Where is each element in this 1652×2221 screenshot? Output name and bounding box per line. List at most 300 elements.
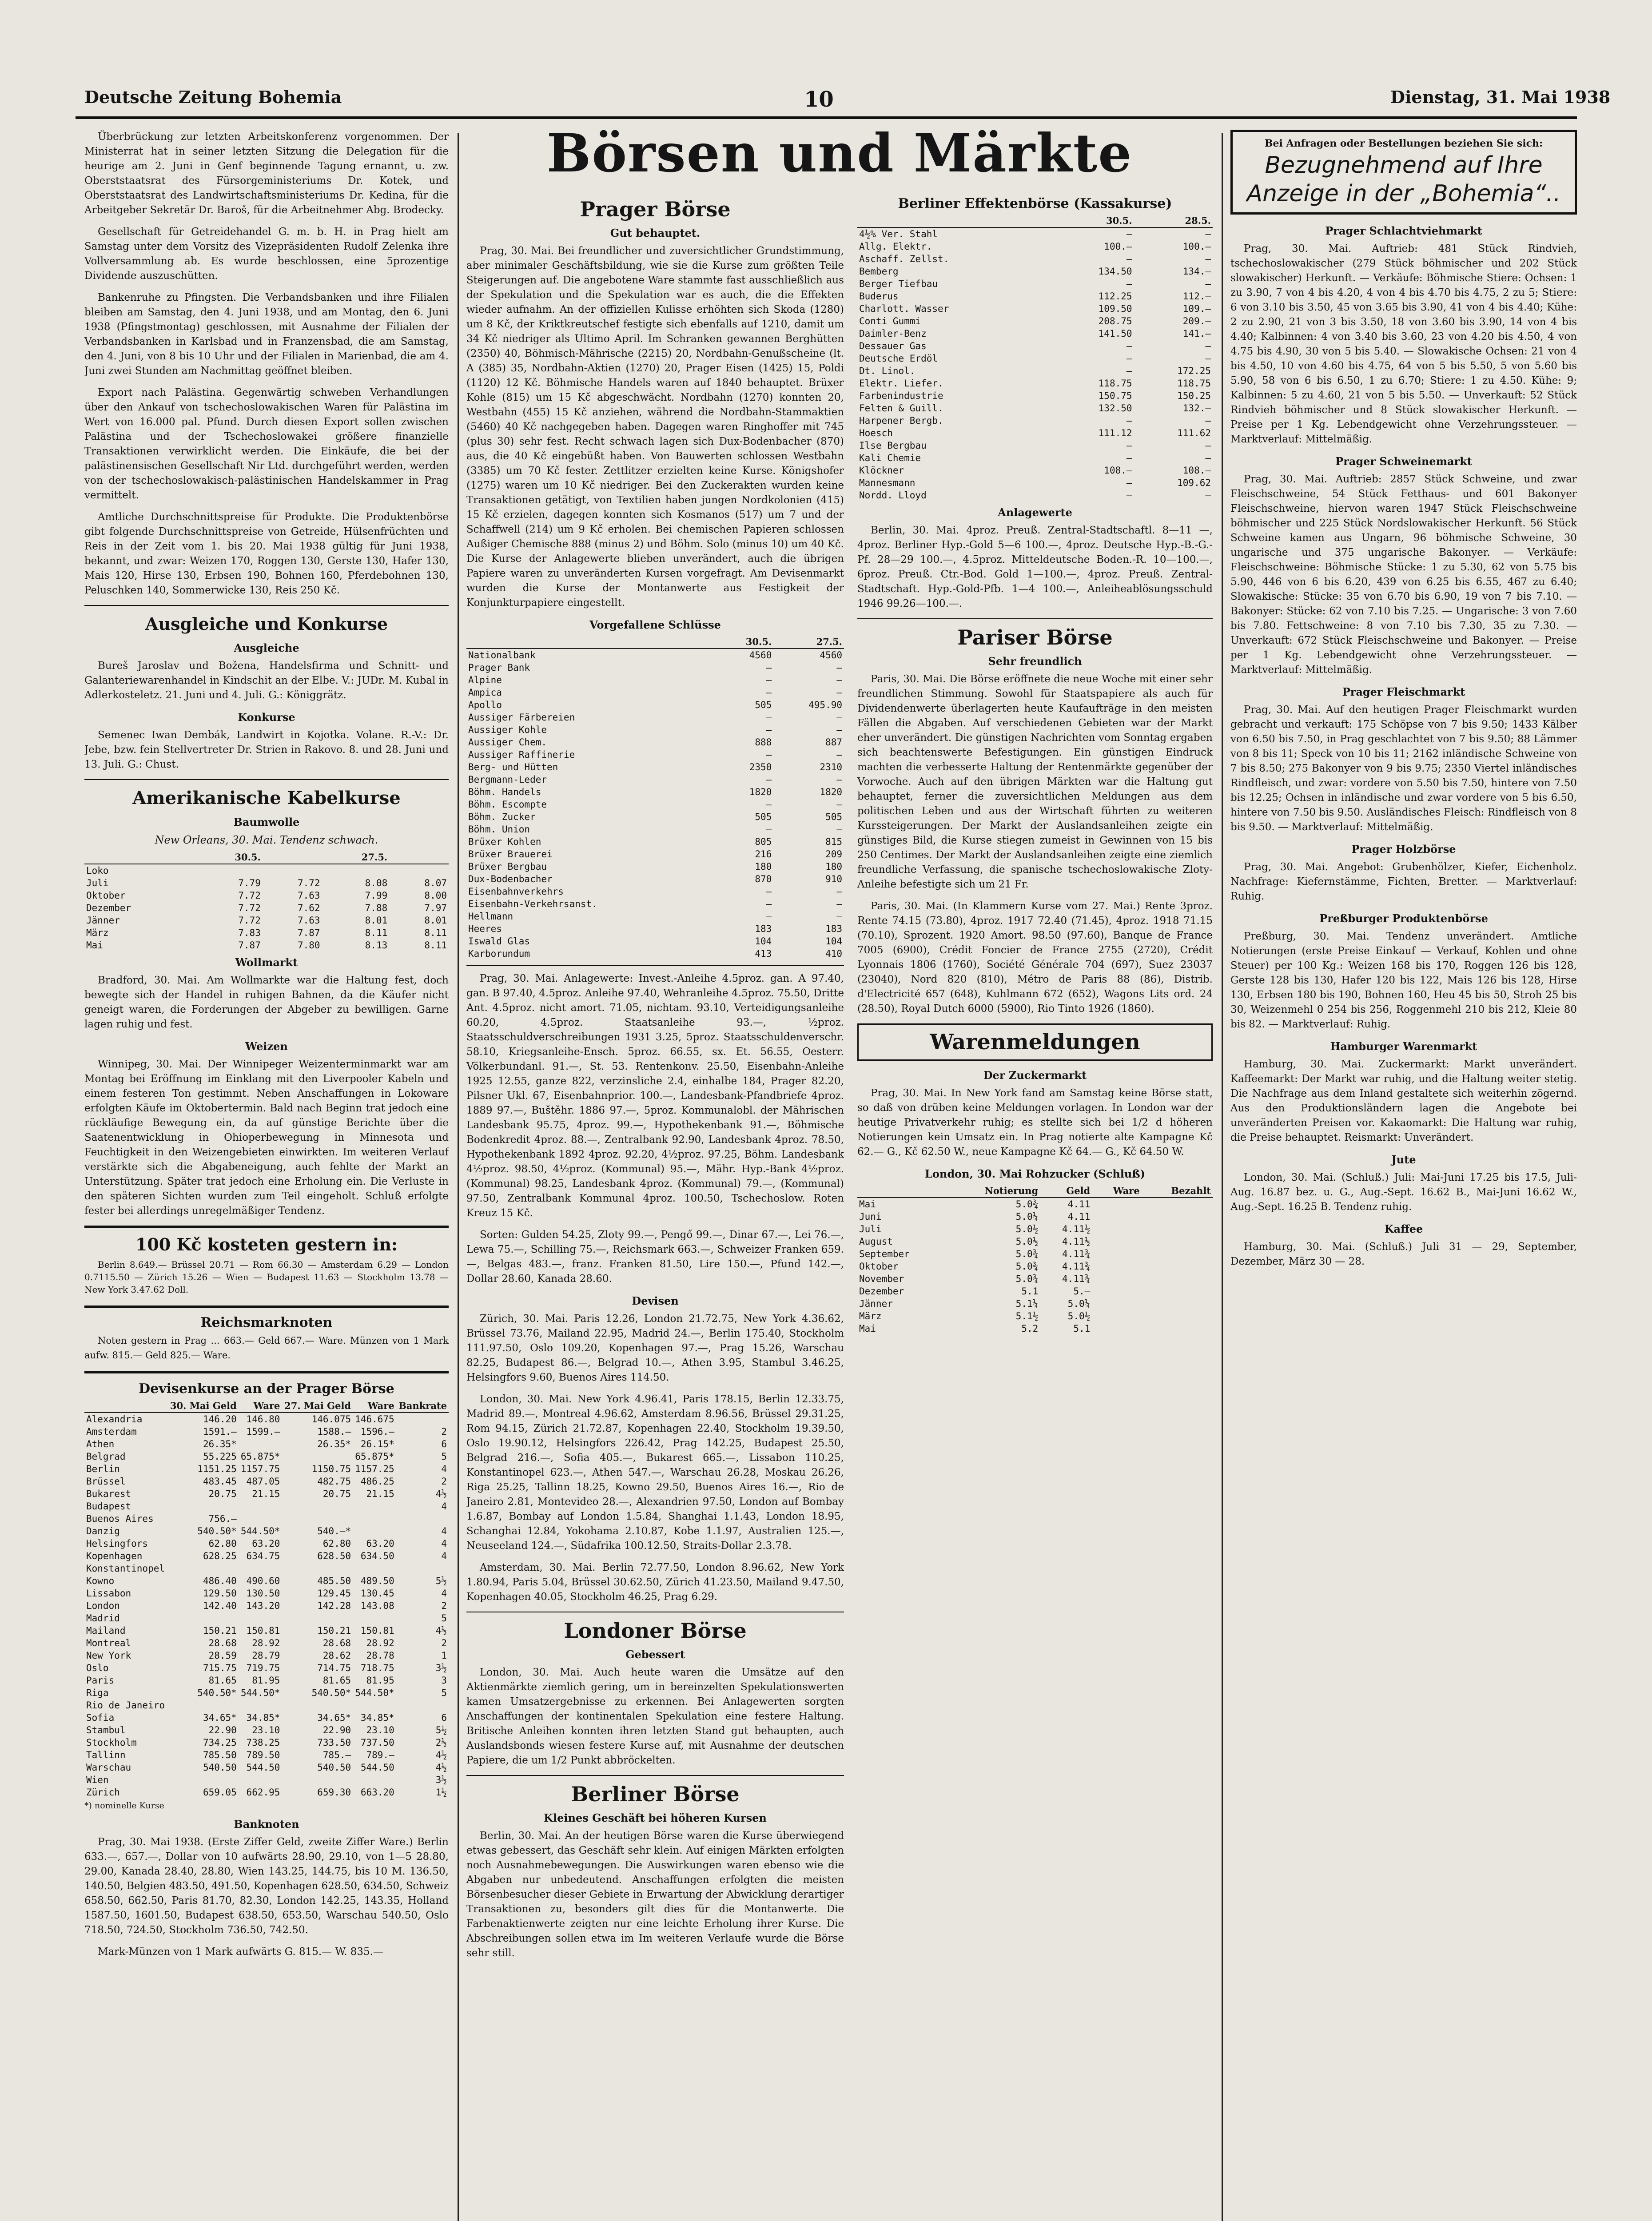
table-cell: Berlin — [86, 1464, 120, 1474]
table-cell: 111.62 — [1177, 428, 1211, 438]
table-cell: Farbenindustrie — [859, 390, 943, 401]
table-row — [84, 1786, 449, 1799]
table-cell: Geld — [1040, 1185, 1092, 1198]
table-cell — [282, 1513, 353, 1525]
table-cell: Brüxer Kohlen — [468, 836, 541, 847]
subheading: Banknoten — [234, 1818, 299, 1831]
table-cell — [1092, 1310, 1141, 1322]
table-cell: — — [766, 824, 772, 835]
table-cell: Klöckner — [859, 465, 904, 476]
subheading: Kleines Geschäft bei höheren Kursen — [544, 1811, 767, 1824]
table-row — [84, 1475, 449, 1488]
table-cell: Aussiger Chem. — [468, 737, 547, 748]
article-paragraph: London, 30. Mai. New York 4.96.41, Paris 178.15, Berlin 12.33.75, Madrid 89.—, Montreal 4.96.62, Amsterdam 8.96.56, Brüssel 29.31.25, Rom 94.15, Zürich 21.72.87, Kopenhagen 22.40, Stockholm 19.39.50, Oslo 19.90.12, Helsingfors 226.42, Prag 142.25, Budapest 25.50, Belgrad 216.—, Sofia 405.—, Bukarest 665.—, Lissabon 110.25, Konstantinopel 623.—, Athen 547.—, Warschau 26.28, Moskau 26.26, Riga 25.25, Tallinn 18.25, Kowno 29.50, Buenos Aires 16.—, Rio de Janeiro 2.81, Montevideo 28.—, Alexandrien 97.50, London auf Bombay 1.6.87, Bombay auf London 1.5.84, Shanghai 1.1.43, London 18.95, Schanghai 12.84, Yokohama 2.10.87, Kobe 1.1.97, Australien 125.—, Neuseeland 124.—, Südafrika 100.12.50, Straits-Dollar 2.3.78. — [466, 1393, 844, 1552]
table-cell: 7.72 — [297, 878, 320, 888]
table-cell — [1142, 1273, 1213, 1285]
table-cell: 150.21 — [317, 1625, 351, 1636]
sugar-table — [857, 1185, 1213, 1335]
table-cell: 1½ — [435, 1787, 447, 1798]
table-cell: 65.875* — [240, 1451, 280, 1462]
table-cell: 146.80 — [246, 1414, 280, 1425]
section-heading: 100 Kč kosteten gestern in: — [135, 1234, 398, 1254]
table-cell — [239, 1774, 282, 1786]
table-row — [857, 1285, 1213, 1298]
table-cell: 81.65 — [322, 1675, 351, 1686]
table-cell: 81.95 — [252, 1675, 280, 1686]
table-cell: 887 — [825, 737, 842, 748]
table-cell: 5.0¾ — [1015, 1274, 1039, 1284]
table-cell: Mai — [86, 940, 103, 951]
article-paragraph: Prag, 30. Mai 1938. (Erste Ziffer Geld, zweite Ziffer Ware.) Berlin 633.—, 657.—, Dollar von 10 aufwärts 28.90, 29.10, von 1—5 28.80, 29.00, Kanada 28.40, 28.80, Wien 143.25, 144.75, bis 10 M. 136.50, 140.50, Belgien 483.50, 491.50, Kopenhagen 628.50, 634.50, Schweiz 658.50, 662.50, Paris 81.70, 82.30, London 142.25, 143.35, Holland 1587.50, 1601.50, Budapest 638.50, 653.50, Warschau 540.50, Oslo 718.50, 724.50, Stockholm 736.50, 742.50. — [84, 1836, 449, 1936]
table-cell: Lissabon — [86, 1588, 131, 1599]
article-paragraph: Paris, 30. Mai. Die Börse eröffnete die neue Woche mit einer sehr freundlichen Stimmung. Sowohl für Staatspapiere als auch für Dividendenwerte überlagerten heute Kaufaufträge in den meisten Fällen die Abgaben. Auf verschiedenen Gebieten war der Markt eher unverändert. Die günstigen Nachrichten vom Sonntag ergaben sich beachtenswerte Befestigungen. Ein günstigen Eindruck machten die verbesserte Haltung der Rentenmärkte gegenüber der Vorwoche. Auch auf den übrigen Märkten war die Haltung gut behauptet, ferner die zuversichtlichen Meldungen aus dem politischen Leben und aus der Wirtschaft führten zu weiteren Kurssteigerungen. Der Markt der Auslandsanleihen zeigte ein günstiges Bild, die Kurse stiegen zumeist in Gewinnen von 15 bis 250 Centimes. Der Markt der Auslandsanleihen zeigte eine ziemlich freundliche Verfassung, die spanische tschechoslowakische Zloty-Anleihe befestigte sich um 21 Fr. — [857, 673, 1213, 890]
table-cell: 129.45 — [317, 1588, 351, 1599]
table-cell: 28.5. — [1134, 215, 1213, 227]
page-number: 10 — [804, 87, 834, 112]
table-cell: — — [1205, 440, 1211, 451]
table-cell — [1142, 1285, 1213, 1298]
table-cell — [1092, 1248, 1141, 1260]
masthead-block — [466, 124, 1213, 185]
table-row — [857, 1210, 1213, 1223]
table-cell: — — [1205, 453, 1211, 463]
table-cell: Ware — [1092, 1185, 1141, 1198]
table-cell: 146.675 — [355, 1414, 394, 1425]
table-cell: 505 — [825, 812, 842, 822]
table-cell: — — [1205, 341, 1211, 351]
table-cell: Alpine — [468, 675, 502, 685]
table-cell: 8.11 — [365, 927, 388, 938]
table-row — [857, 452, 1213, 464]
subheading: Gebessert — [625, 1648, 685, 1661]
table-cell: 1151.25 — [197, 1464, 237, 1474]
table-cell: 143.08 — [360, 1600, 394, 1611]
table-cell — [167, 1562, 239, 1575]
table-cell: 756.— — [208, 1513, 237, 1524]
divider — [857, 618, 1213, 619]
table-cell: Danzig — [86, 1526, 120, 1536]
table-cell: — — [766, 749, 772, 760]
table-cell — [239, 1438, 282, 1450]
table-row — [466, 786, 844, 798]
table-cell: Heeres — [468, 923, 502, 934]
table-cell: 63.20 — [366, 1538, 394, 1549]
table-cell: — — [836, 799, 842, 810]
table-row — [857, 1198, 1213, 1210]
table-cell: Dezember — [859, 1286, 904, 1297]
table-cell: 27.5. — [773, 636, 844, 649]
table-cell: 3½ — [435, 1775, 447, 1785]
table-cell — [1092, 1260, 1141, 1273]
table-row — [84, 1525, 449, 1537]
table-cell — [1142, 1310, 1213, 1322]
table-cell: 490.60 — [246, 1576, 280, 1586]
table-cell: 2 — [441, 1426, 447, 1437]
table-row — [857, 365, 1213, 377]
article-paragraph: Bankenruhe zu Pfingsten. Die Verbandsbanken und ihre Filialen bleiben am Samstag, den 4. Juni 1938, und am Montag, den 6. Juni 1938 (Pfingstmontag) geschlossen, mit Ausnahme der Filialen der Verbandsbanken in Karlsbad und in Franzensbad, die am Samstag, den 4. Juni, von 8 bis 10 Uhr und der Filialen in Marienbad, die am 4. Juni zwei Stunden am Nachmittag geöffnet bleiben. — [84, 292, 449, 377]
table-cell: 112.— — [1182, 291, 1211, 302]
table-cell: Charlott. Wasser — [859, 303, 949, 314]
table-cell: — — [836, 824, 842, 835]
table-cell — [396, 1562, 449, 1575]
table-cell: 209.— — [1182, 316, 1211, 326]
table-cell: Prager Bank — [468, 662, 530, 673]
table-cell: 30. Mai Geld — [167, 1400, 239, 1413]
table-cell: 65.875* — [355, 1451, 394, 1462]
table-row — [84, 914, 449, 927]
subheading: Jute — [1391, 1153, 1416, 1166]
subheading: Der Zuckermarkt — [983, 1069, 1087, 1082]
table-header-row — [857, 1185, 1213, 1198]
article-paragraph: Prag, 30. Mai. Auftrieb: 2857 Stück Schweine, und zwar Fleischschweine, 54 Stück Fetthaus- und 601 Bakonyer Fleischschweine, hiervon waren 1947 Stück Fleischschweine böhmischer und 225 Stück Nordslowakischer Herkunft. 56 Stück Schweine kamen aus Ungarn, 96 böhmische Schweine, 30 ungarische und 375 ungarische Bakonyer. — Verkäufe: Fleischschweine: Böhmische Stücke: 1 zu 5.30, 62 von 5.75 bis 5.90, 446 von 6 bis 6.20, 439 von 6.25 bis 6.55, 467 zu 6.40; Slowakische: Stücke: 35 von 6.70 bis 6.90, 19 von 7 bis 7.10. — Bakonyer: Stücke: 62 von 7.10 bis 7.25. — Ungarische: 3 von 7.60 bis 7.80. Fettschweine: 8 von 7.10 bis 7.30, 35 zu 7.30. — Unverkauft: 672 Stück Fleischschweine und Bakonyer. — Preise per 1 Kg. Lebendgewicht ohne Verzehrungssteuer. — Marktverlauf: Mittelmäßig. — [1230, 474, 1577, 676]
subheading: Baumwolle — [233, 816, 300, 828]
table-cell: 505 — [755, 812, 772, 822]
table-cell: 628.50 — [317, 1551, 351, 1561]
table-cell: August — [859, 1236, 893, 1247]
table-cell: — — [836, 712, 842, 723]
table-cell — [396, 1413, 449, 1425]
article-paragraph: Bradford, 30. Mai. Am Wollmarkte war die Haltung fest, doch bewegte sich der Handel in ruhigen Bahnen, da die Käufer nicht geneigt waren, die Forderungen der Abgeber zu bewilligen. Garne lagen ruhig und fest. — [84, 975, 449, 1030]
table-cell: 146.075 — [311, 1414, 351, 1425]
table-cell: 485.50 — [317, 1576, 351, 1586]
table-cell: 23.10 — [252, 1725, 280, 1735]
table-row — [466, 898, 844, 910]
table-row — [466, 699, 844, 711]
table-cell: Daimler-Benz — [859, 328, 927, 339]
table-row — [857, 265, 1213, 278]
table-cell: Ware — [353, 1400, 396, 1413]
table-cell — [239, 1699, 282, 1712]
table-cell: Brüxer Bergbau — [468, 861, 547, 872]
table-cell: — — [1126, 341, 1132, 351]
table-row — [84, 1687, 449, 1699]
table-cell: Buderus — [859, 291, 899, 302]
table-header-row — [466, 636, 844, 649]
table-cell: 487.05 — [246, 1476, 280, 1487]
table-cell: 5.2 — [1021, 1323, 1039, 1334]
table-cell: Harpener Bergb. — [859, 415, 943, 426]
table-cell: Böhm. Zucker — [468, 812, 536, 822]
table-cell: 544.50* — [240, 1526, 280, 1536]
table-row — [466, 811, 844, 823]
table-cell — [1092, 1322, 1141, 1335]
table-cell: — — [1205, 415, 1211, 426]
table-cell: 7.87 — [238, 940, 261, 951]
table-cell: 180 — [825, 861, 842, 872]
table-cell — [322, 864, 390, 877]
table-cell: 663.20 — [360, 1787, 394, 1798]
table-row — [466, 724, 844, 736]
table-cell: 7.63 — [297, 890, 320, 901]
table-cell: Conti Gummi — [859, 316, 921, 326]
table-cell: 2½ — [435, 1737, 447, 1748]
column-rule — [1222, 133, 1223, 2221]
article-paragraph: Hamburg, 30. Mai. Zuckermarkt: Markt unverändert. Kaffeemarkt: Der Markt war ruhig, und die Haltung weiter stetig. Die Nachfrage aus dem Inland gestaltete sich weiterhin zögernd. Aus den Produktionsländern lagen die Angebote bei unveränderten Preisen vor. Kakaomarkt: Die Haltung war ruhig, die Preise behauptet. Reismarkt: Unverändert. — [1230, 1059, 1577, 1143]
table-cell: 5 — [441, 1451, 447, 1462]
table-cell: — — [836, 675, 842, 685]
table-row — [857, 489, 1213, 502]
table-cell: 28.79 — [252, 1650, 280, 1661]
table-row — [857, 340, 1213, 352]
article-paragraph: Prag, 30. Mai. Auf den heutigen Prager Fleischmarkt wurden gebracht und verkauft: 175 Schöpse von 7 bis 9.50; 1433 Kälber von 6.50 bis 7.50, in Prag geschlachtet von 7 bis 9.50; 88 Lämmer von 8 bis 11; Speck von 10 bis 11; 2162 inländische Schweine von 7 bis 8.50; 275 Bakonyer von 9 bis 9.75; 2350 Viertel inländisches Rindfleisch, und zwar: vordere von 5.50 bis 7.50, hintere von 7.50 bis 12.25; Ochsen in inländische und zwar vordere von 5 bis 6.50, hintere von 7.50 bis 9.50. Ausländisches Fleisch: Rindfleisch von 8 bis 9.50. — Marktverlauf: Mittelmäßig. — [1230, 704, 1577, 833]
table-cell: 183 — [755, 923, 772, 934]
table-row — [466, 773, 844, 786]
article-paragraph: Prag, 30. Mai. Angebot: Grubenhölzer, Kiefer, Eichenholz. Nachfrage: Kiefernstämme, Fichten, Bretter. — Marktverlauf: Ruhig. — [1230, 861, 1577, 902]
article-paragraph: Mark-Münzen von 1 Mark aufwärts G. 815.— W. 835.— — [98, 1946, 383, 1958]
table-cell: Nationalbank — [468, 650, 536, 661]
table-row — [857, 315, 1213, 327]
table-cell: 63.20 — [252, 1538, 280, 1549]
table-cell: 3 — [441, 1675, 447, 1686]
table-cell: Iswald Glas — [468, 936, 530, 947]
table-cell: 718.75 — [360, 1663, 394, 1673]
table-cell: 141.— — [1182, 328, 1211, 339]
table-cell: Rio de Janeiro — [86, 1700, 165, 1711]
table-cell: — — [766, 899, 772, 909]
table-cell: — — [766, 675, 772, 685]
table-row — [84, 1712, 449, 1724]
table-cell — [353, 1562, 396, 1575]
table-cell: 81.95 — [366, 1675, 394, 1686]
table-cell: 4 — [441, 1538, 447, 1549]
article-paragraph: Amsterdam, 30. Mai. Berlin 72.77.50, London 8.96.62, New York 1.80.94, Paris 5.04, Brüssel 30.62.50, Zürich 41.23.50, Mailand 9.47.50, Kopenhagen 40.05, Stockholm 46.25, Prag 6.29. — [466, 1562, 844, 1603]
table-row — [466, 736, 844, 748]
table-cell — [282, 1774, 353, 1786]
table-row — [84, 1637, 449, 1649]
table-row — [84, 1649, 449, 1662]
table-cell: Juli — [859, 1224, 882, 1234]
paper-name: Deutsche Zeitung Bohemia — [84, 87, 342, 107]
subheading: Anlagewerte — [998, 506, 1072, 519]
column-left — [84, 130, 449, 2221]
table-cell: 26.15* — [360, 1439, 394, 1449]
table-cell: Kali Chemie — [859, 453, 921, 463]
table-cell: — — [1126, 490, 1132, 501]
table-cell: — — [1126, 366, 1132, 376]
table-cell: 208.75 — [1098, 316, 1132, 326]
subheading: Preßburger Produktenbörse — [1319, 912, 1488, 925]
table-cell: — — [1205, 353, 1211, 364]
table-cell: Eisenbahnverkehrs — [468, 886, 564, 897]
table-header-row — [857, 215, 1213, 227]
table-row — [857, 290, 1213, 303]
table-cell: 486.25 — [360, 1476, 394, 1487]
table-cell: — — [766, 911, 772, 922]
table-cell: — — [1126, 415, 1132, 426]
table-cell: Berger Tiefbau — [859, 279, 938, 289]
table-cell: Berg- und Hütten — [468, 762, 558, 772]
table-row — [84, 1761, 449, 1774]
table-cell: Budapest — [86, 1501, 131, 1512]
section-heading: Pariser Börse — [957, 625, 1113, 649]
table-cell — [389, 851, 449, 864]
table-cell: Aschaff. Zellst. — [859, 254, 949, 264]
table-cell: 4560 — [820, 650, 842, 661]
advertisement-box — [1230, 130, 1577, 215]
table-cell: — — [766, 687, 772, 698]
table-cell — [857, 215, 1055, 227]
table-cell: 8.11 — [424, 940, 447, 951]
table-cell: 146.20 — [203, 1414, 237, 1425]
article-paragraph: Berlin 8.649.— Brüssel 20.71 — Rom 66.30 — Amsterdam 6.29 — London 0.7115.50 — Zürich 15.26 — Wien — Budapest 11.63 — Stockholm 13.78 — New York 3.47.62 Doll. — [84, 1259, 449, 1295]
table-cell: 4.11¾ — [1062, 1274, 1091, 1284]
table-cell: 8.07 — [424, 878, 447, 888]
table-cell: 4.11½ — [1062, 1224, 1091, 1234]
table-cell: Mannesmann — [859, 478, 916, 488]
table-cell: Riga — [86, 1688, 109, 1698]
table-cell: 109.50 — [1098, 303, 1132, 314]
article-paragraph: Zürich, 30. Mai. Paris 12.26, London 21.72.75, New York 4.36.62, Brüssel 73.76, Mailand 22.95, Madrid 24.—, Berlin 175.40, Stockholm 111.97.50, Oslo 109.20, Kopenhagen 97.—, Prag 15.26, Warschau 82.25, Budapest 86.—, Belgrad 10.—, Athen 3.95, Stambul 3.46.25, Helsingfors 9.60, Buenos Aires 114.50. — [466, 1313, 844, 1383]
table-cell: 5.0½ — [1067, 1311, 1091, 1321]
table-cell: 7.80 — [297, 940, 320, 951]
table-cell: 130.50 — [246, 1588, 280, 1599]
table-cell: 5.— — [1073, 1286, 1091, 1297]
table-cell: 505 — [755, 700, 772, 710]
table-cell — [1142, 1223, 1213, 1235]
table-cell: 20.75 — [322, 1489, 351, 1499]
table-cell: Hellmann — [468, 911, 514, 922]
table-cell: 108.— — [1182, 465, 1211, 476]
table-row — [857, 253, 1213, 265]
table-cell: 28.59 — [208, 1650, 237, 1661]
table-row — [84, 1425, 449, 1438]
table-cell: — — [836, 687, 842, 698]
column-center-right — [857, 191, 1213, 2221]
table-cell — [353, 1612, 396, 1624]
table-cell — [84, 1400, 167, 1413]
table-cell: — — [766, 724, 772, 735]
table-cell: 785.— — [322, 1750, 351, 1760]
section-heading: Prager Börse — [580, 197, 731, 221]
table-cell: 737.50 — [360, 1737, 394, 1748]
table-cell — [353, 1774, 396, 1786]
subheading: Kaffee — [1384, 1222, 1423, 1235]
table-cell: 109.62 — [1177, 478, 1211, 488]
table-cell: Oktober — [859, 1261, 899, 1272]
table-cell: 34.65* — [317, 1712, 351, 1723]
table-cell: 870 — [755, 874, 772, 884]
table-cell: Apollo — [468, 700, 502, 710]
table-cell: 544.50* — [355, 1688, 394, 1698]
table-cell: 28.68 — [322, 1638, 351, 1648]
table-cell: Mailand — [86, 1625, 126, 1636]
table-cell: Alexandria — [86, 1414, 143, 1425]
table-cell — [353, 1500, 396, 1513]
table-cell: 1157.75 — [240, 1464, 280, 1474]
table-cell: 118.75 — [1098, 378, 1132, 389]
column-center-left — [466, 191, 844, 2221]
table-cell: September — [859, 1249, 910, 1259]
table-cell: — — [766, 799, 772, 810]
table-cell: 659.05 — [203, 1787, 237, 1798]
table-cell: 5.1 — [1073, 1323, 1091, 1334]
table-cell: 544.50* — [240, 1688, 280, 1698]
subheading: Vorgefallene Schlüsse — [589, 618, 721, 631]
table-cell: Mai — [859, 1323, 876, 1334]
table-cell: 34.65* — [203, 1712, 237, 1723]
table-cell: 4 — [441, 1551, 447, 1561]
table-cell: Ilse Bergbau — [859, 440, 927, 451]
table-cell — [167, 1774, 239, 1786]
table-row — [84, 1749, 449, 1761]
table-row — [466, 748, 844, 761]
table-cell: 209 — [825, 849, 842, 860]
ad-caption: Bei Anfragen oder Bestellungen beziehen Sie sich: — [1264, 138, 1543, 149]
table-cell — [1142, 1322, 1213, 1335]
divider — [84, 779, 449, 780]
table-cell: Sofia — [86, 1712, 115, 1723]
table-row — [857, 427, 1213, 439]
subheading: Prager Holzbörse — [1351, 843, 1456, 856]
article-paragraph: London, 30. Mai. Auch heute waren die Umsätze auf den Aktienmärkte ziemlich gering, um in bereinzelten Spekulationswerten kamen Umsatzergebnisse zu erkennen. Bei Anlagewerten sorgten Anschaffungen der kontinentalen Spekulation eine festere Haltung. Britische Anleihen konnten ihren letzten Stand gut behaupten, auch Auslandsbonds wiesen festere Kurse auf, mit Ausnahme der deutschen Papiere, die um 1/2 Punkt abbröckelten. — [466, 1667, 844, 1766]
table-cell: 5.0½ — [1015, 1224, 1039, 1234]
table-cell: 910 — [825, 874, 842, 884]
table-cell: 4.11 — [1067, 1211, 1091, 1222]
subheading: Prager Schweinemarkt — [1335, 455, 1472, 468]
table-cell: 134.50 — [1098, 266, 1132, 277]
table-cell — [1142, 1248, 1213, 1260]
table-cell: 108.— — [1104, 465, 1132, 476]
table-cell: Amsterdam — [86, 1426, 137, 1437]
table-cell: 22.90 — [208, 1725, 237, 1735]
table-row — [857, 1273, 1213, 1285]
table-cell — [1092, 1298, 1141, 1310]
table-cell: 714.75 — [317, 1663, 351, 1673]
table-row — [466, 860, 844, 873]
table-cell: 8.01 — [424, 915, 447, 926]
subheading: Prager Fleischmarkt — [1342, 685, 1465, 698]
table-cell: 2 — [441, 1638, 447, 1648]
table-cell: 733.50 — [317, 1737, 351, 1748]
article-paragraph: Winnipeg, 30. Mai. Der Winnipeger Weizenterminmarkt war am Montag bei Eröffnung im Einklang mit den Liverpooler Kabeln und einem festeren Ton gestimmt. Neben Anschaffungen in Lokoware erfolgten Käufe im Oktobertermin. Bald nach Beginn trat jedoch eine rückläufige Bewegung ein, da auf günstige Berichte über die Saatenentwicklung in Ohioperbewegung in Minnesota und Feuchtigkeit in den Weizengebieten einwirkten. Im weiteren Verlauf verstärkte sich die Abgabeneigung, auch fehlte der Markt an Unterstützung. Später trat jedoch eine Erholung ein. Die Verluste in den späteren Sichten wurden zum Teil eingeholt. Schluß erfolgte fester bei allerdings unregelmäßiger Tendenz. — [84, 1059, 449, 1217]
article-paragraph: Preßburg, 30. Mai. Tendenz unverändert. Amtliche Notierungen (erste Preise Einkauf — Verkauf, Kohlen und ohne Steuer) per 100 Kg.: Weizen 168 bis 170, Roggen 126 bis 128, Gerste 128 bis 130, Hafer 120 bis 122, Mais 126 bis 128, Hirse 130, Erbsen 180 bis 190, Bohnen 160, Heu 45 bis 50, Stroh 25 bis 30, Weizenmehl 0 254 bis 256, Roggenmehl 210 bis 212, Kleie 80 bis 82. — Marktverlauf: Ruhig. — [1230, 931, 1577, 1030]
table-row — [84, 1463, 449, 1475]
header-rule — [76, 116, 1577, 119]
table-cell: Bankrate — [396, 1400, 449, 1413]
table-cell — [282, 1562, 353, 1575]
table-cell: 1591.— — [203, 1426, 237, 1437]
table-cell: 7.72 — [238, 915, 261, 926]
article-paragraph: Semenec Iwan Dembák, Landwirt in Kojotka. Volane. R.-V.: Dr. Jebe, bzw. fein Stellvertreter Dr. Strien in Rakovo. 8. und 28. Juni und 13. Juli. G.: Chust. — [84, 729, 449, 770]
subheading: Devisen — [632, 1294, 679, 1307]
table-cell: 8.13 — [365, 940, 388, 951]
table-cell: 2 — [441, 1600, 447, 1611]
section-heading: Londoner Börse — [564, 1619, 747, 1643]
table-row — [466, 836, 844, 848]
table-cell: 4.11½ — [1062, 1236, 1091, 1247]
table-cell: 4½ — [435, 1750, 447, 1760]
table-row — [857, 1248, 1213, 1260]
table-cell: Jänner — [859, 1298, 893, 1309]
table-row — [857, 1310, 1213, 1322]
table-cell — [239, 1612, 282, 1624]
table-cell: — — [1205, 490, 1211, 501]
table-cell: — — [766, 774, 772, 785]
table-cell: 8.08 — [365, 878, 388, 888]
section-heading: Ausgleiche und Konkurse — [145, 614, 388, 634]
table-cell — [263, 864, 322, 877]
subheading: New Orleans, 30. Mai. Tendenz schwach. — [155, 834, 378, 846]
table-cell: 5.0¾ — [1015, 1261, 1039, 1272]
table-cell: 7.79 — [238, 878, 261, 888]
footnote: *) nominelle Kurse — [84, 1801, 164, 1811]
table-row — [84, 1513, 449, 1525]
article-paragraph: Sorten: Gulden 54.25, Zloty 99.—, Pengő 99.—, Dinar 67.—, Lei 76.—, Lewa 75.—, Schilling 75.—, Reichsmark 663.—, Schweizer Franken 659.—, Belgas 483.—, franz. Franken 81.50, Lire 150.—, Pfund 142.—, Dollar 28.60, Kanada 28.60. — [466, 1229, 844, 1285]
table-cell — [353, 1525, 396, 1537]
table-row — [466, 686, 844, 699]
table-cell: 8.01 — [365, 915, 388, 926]
table-cell: 1820 — [749, 787, 772, 797]
